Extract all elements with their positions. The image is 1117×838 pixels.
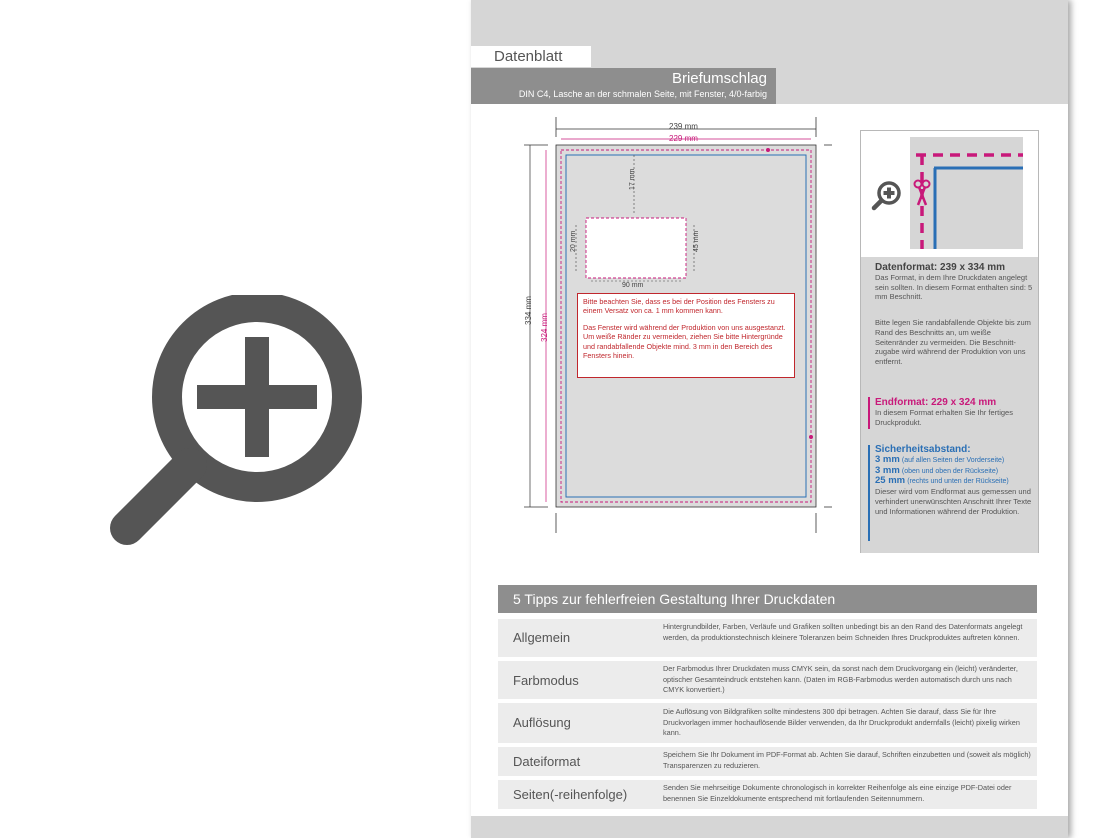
scissors-icon [912,179,932,207]
tip-row [498,661,1037,699]
format-info-area [861,257,1038,553]
zoom-in-icon[interactable] [871,179,903,211]
tip-row [498,747,1037,776]
safety-value-1: 3 mm [875,453,900,465]
bleed-text: Bitte legen Sie randabfallende Objekte bis zum Rand des Beschnitts an, um weiße Seitenränder zu vermeiden. Die Beschnitt-zugabe wird während der Produktion von uns entfernt. [875,318,1031,367]
tip-row [498,619,1037,657]
tip-row [498,703,1037,743]
dim-width-outer: 239 mm [669,122,698,131]
datasheet-label: Datenblatt [471,46,591,67]
zoom-in-icon[interactable] [105,295,365,555]
tip-row [498,780,1037,809]
datasheet-page [471,0,1068,838]
dim-window-side: 20 mm [570,230,577,252]
tips-header: 5 Tipps zur fehlerfreien Gestaltung Ihrer Druckdaten [498,585,1037,613]
dim-window-width: 90 mm [622,282,644,289]
page-subtitle: DIN C4, Lasche an der schmalen Seite, mit Fenster, 4/0-farbig [518,89,767,99]
tip-label: Dateiformat [513,754,581,769]
tip-label: Farbmodus [513,673,579,688]
tip-text: Die Auflösung von Bildgrafiken sollte mindestens 300 dpi betragen. Achten Sie darauf, dass Sie für Ihre Druckvorlagen immer hochauflösende Bilder verwenden, da Ihr Druckprodukt andernfalls (leicht) pixelig wirken kann. [663,707,1020,738]
data-format-heading: Datenformat: 239 x 334 mm [875,262,1006,273]
format-legend-panel [860,130,1039,553]
data-format-text: Das Format, in dem Ihre Druckdaten angelegt sein sollten. In diesem Format enthalten sind: 5 mm Beschnitt. [875,272,1033,302]
safety-marker [868,445,870,541]
dim-window-height: 45 mm [693,230,700,252]
tip-text: Senden Sie mehrseitige Dokumente chronologisch in korrekter Reihenfolge als eine einzige PDF-Datei oder benennen Sie Einzeldokumente entsprechend mit fortlaufenden Seitennummern. [663,783,1012,803]
safety-block [875,445,1035,517]
safety-text: Dieser wird vom Endformat aus gemessen und verhindert unerwünschten Anschnitt Ihrer Texte und Informationen während der Produktion. [875,487,1032,516]
corner-detail-thumbnail [910,137,1023,249]
safety-value-3: 25 mm [875,475,906,487]
end-format-marker [868,397,870,429]
tip-text: Speichern Sie Ihr Dokument im PDF-Format ab. Achten Sie darauf, Schriften einzubetten und (soweit als möglich) Transparenzen zu reduzieren. [663,750,1031,770]
tip-label: Allgemein [513,630,571,645]
page-title: Briefumschlag [671,70,767,87]
window-warning-box [577,293,795,378]
warning-paragraph-1: Bitte beachten Sie, dass es bei der Position des Fensters zu einem Versatz von ca. 1 mm kommen kann. [583,297,775,316]
data-format-block [875,263,1035,302]
dim-window-top: 17 mm [629,168,636,190]
tip-text: Hintergrundbilder, Farben, Verläufe und Grafiken sollten unbedingt bis an den Rand des Datenformats angelegt werden, da produktionstechnisch kleinere Toleranzen beim Schneiden Ihres Druckproduktes auftreten können. [663,622,1023,642]
end-format-block [875,398,1035,427]
safety-note-3: (rechts und unten der Rückseite) [907,478,1009,486]
safety-heading: Sicherheitsabstand: [875,444,971,455]
dim-height-inner: 324 mm [540,313,549,342]
dim-width-inner: 229 mm [669,134,698,143]
tip-text: Der Farbmodus Ihrer Druckdaten muss CMYK sein, da sonst nach dem Druckvorgang ein (leicht) veränderter, optischer Gesamteindruck entstehen kann. (Daten im RGB-Farbmodus werden automatisch durch uns nach CMYK konvertiert.) [663,664,1018,695]
dim-height-outer: 334 mm [524,296,533,325]
footer-band [471,816,1068,838]
safety-note-2: (oben und oben der Rückseite) [901,467,999,475]
tip-label: Seiten(-reihenfolge) [513,787,628,802]
warning-paragraph-2: Das Fenster wird während der Produktion von uns ausgestanzt. Um weiße Ränder zu vermeiden, ziehen Sie bitte Hintergründe und randabfallende Objekte mind. 3 mm in den Bereich des Fensters hinein. [583,322,786,361]
tip-label: Auflösung [513,715,571,730]
end-format-heading: Endformat: 229 x 324 mm [875,397,997,408]
end-format-text: In diesem Format erhalten Sie Ihr fertiges Druckprodukt. [875,407,1013,427]
safety-value-2: 3 mm [875,464,900,476]
title-box [471,68,776,104]
safety-note-1: (auf allen Seiten der Vorderseite) [901,456,1005,464]
